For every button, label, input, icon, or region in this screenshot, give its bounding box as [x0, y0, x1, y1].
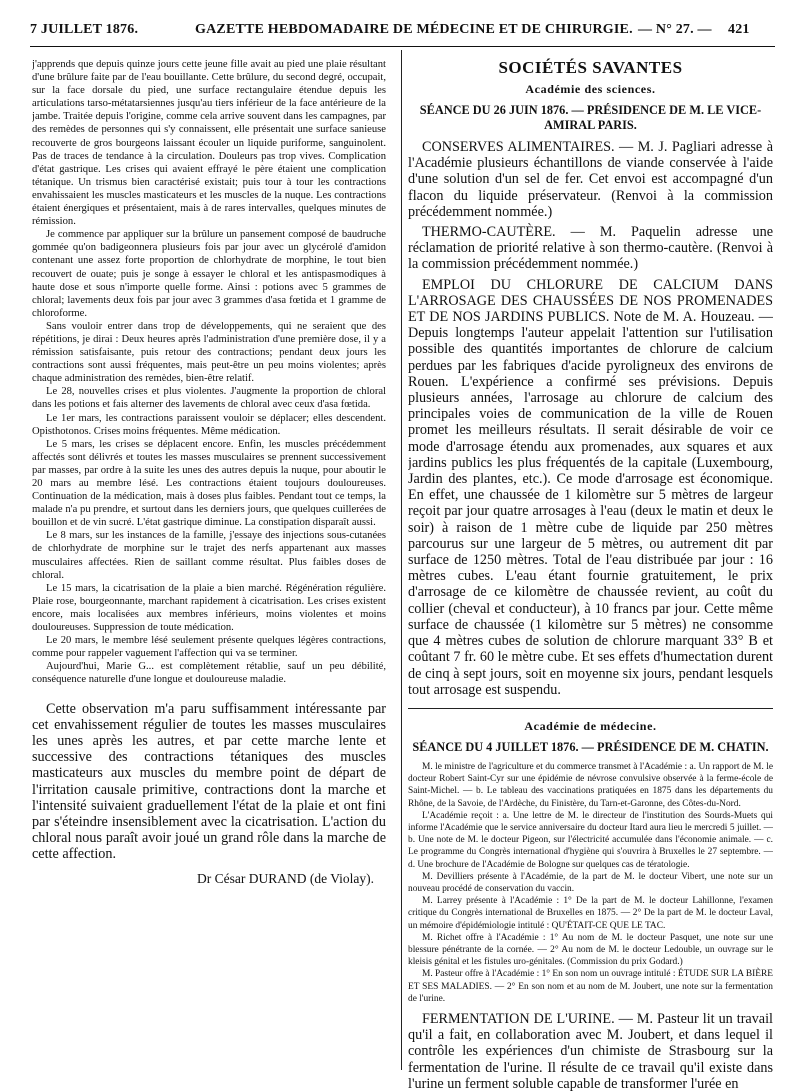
sciences-proceedings	[408, 139, 773, 698]
header-page-number: 421	[728, 22, 750, 37]
case-paragraph: Le 20 mars, le membre lésé seulement présente quelques légères contractions, comme pour rappeler vaguement l'affection qui va se terminer.	[32, 635, 386, 660]
section-separator	[408, 708, 773, 709]
right-column	[408, 58, 773, 1092]
case-paragraph: j'apprends que depuis quinze jours cette jeune fille avait au pied une plaie résultant d'une brûlure faite par de l'eau bouillante. Cette brûlure, du second degré, occupait, sur la face dorsale du pied, une surface rectangulaire étendue depuis les articulations tarso-métatarsiennes jusqu'au tiers inférieur de la face antérieure de la jambe. Traitée depuis l'origine, comme cela arrive souvent dans les campagnes, par des remèdes de personnes qui s'y connaissent, elle présentait une surface sanieuse recouverte de gros bourgeons laissant écouler un liquide puriforme, sanguinolent. Pas de traces de tendance à la circulation. Douleurs pas trop vives. Complication d'état gastrique. Les crises qui avaient effrayé le père étaient une complication tétanique. Un trismus bien caractérisé existait; puis tour à tour les contractions envahissaient les muscles masticateurs et les muscles de la nuque. Les contractions étaient énergiques et présentaient, mais à de rares intervalles, quelques minutes de rémission.	[32, 59, 386, 228]
fermentation-block	[408, 1011, 773, 1092]
sciences-item: CONSERVES ALIMENTAIRES. — M. J. Pagliari adresse à l'Académie plusieurs échantillons de viande conservée à l'aide d'une solution d'un sel de fer. Cet envoi est accompagné d'un flacon du liquide préservateur. (Renvoi à la commission précédemment nommée.)	[408, 139, 773, 220]
medecine-item: M. Pasteur offre à l'Académie : 1° En son nom un ouvrage intitulé : ÉTUDE SUR LA BIÈRE ET SES MALADIES. — 2° En son nom et au nom de M. Joubert, une note sur la fermentation de l'urine.	[408, 969, 773, 1004]
medecine-proceedings	[408, 761, 773, 1005]
case-report	[32, 58, 386, 687]
medecine-item: L'Académie reçoit : a. Une lettre de M. le directeur de l'institution des Sourds-Muets qui informe l'Académie que le service anniversaire du docteur Itard aura lieu le mercredi 5 juillet. — b. Une note de M. le docteur Pigeon, sur l'électricité accumulée dans l'économie animale. — c. Le programme du Congrès international d'hygiène qui s'ouvrira à Bruxelles le 27 septembre. — d. Une brochure de l'Académie de Bologne sur quelques cas de tératologie.	[408, 810, 773, 870]
header-rule	[30, 46, 775, 47]
medecine-item: M. le ministre de l'agriculture et du commerce transmet à l'Académie : a. Un rapport de M. le docteur Robert Saint-Cyr sur une épidémie de névrose convulsive observée à la ferme-école de Saint-Michel. — b. Le tableau des vaccinations pratiquées en 1875 dans les départements du Rhône, de la Savoie, de l'Ardèche, du Finistère, du Tarn-et-Garonne, des Côtes-du-Nord.	[408, 761, 773, 809]
seance-medecine-heading: SÉANCE DU 4 JUILLET 1876. — PRÉSIDENCE DE M. CHATIN.	[412, 739, 769, 754]
case-conclusion-block	[32, 701, 386, 863]
left-column	[32, 58, 386, 887]
sciences-item: EMPLOI DU CHLORURE DE CALCIUM DANS L'ARROSAGE DES CHAUSSÉES DE NOS PROMENADES ET DE NOS JARDINS PUBLICS. Note de M. A. Houzeau. — Depuis longtemps l'auteur appelait l'attention sur l'utilisation possible des quantités importantes de chlorure de calcium perdues par les fabriques d'acide pyroligneux des environs de Rouen. L'expérience a confirmé ses prévisions. Depuis plusieurs années, l'arrosage au chlorure de calcium des principales voies de communication de la ville de Rouen promet les meilleurs résultats. Il serait désirable de voir ce mode d'arrosage étendu aux promenades, aux squares et aux jardins publics les plus fréquentés de la capitale (Luxembourg, Jardin des plantes, etc.). Ce mode d'arrosage est économique. En effet, une chaussée de 1 kilomètre sur 5 mètres de largeur reçoit par jour quatre arrosages à l'eau (deux le matin et deux le soir) à raison de 1 mètre cube de liquide par 250 mètres parcourus sur une largeur de 5 mètres, ou autrement dit par surface de 1250 mètres. Total de l'eau distribuée par jour : 16 mètres cubes. L'eau étant fournie gratuitement, le prix d'arrosage de ce kilomètre de chaussée revient, au coût du collier (cheval et conducteur), à 10 francs par jour. Cette même surface de chaussée (1 kilomètre sur 5 mètres) ne consomme que 4 mètres cubes de solution de chlorure marquant 33° B et coûtant 7 fr. 60 le mètre cube. Et ses effets d'humectation durent de cinq à sept jours, soit en moyenne six jours, pendant lesquels tout arrosage est suspendu.	[408, 276, 773, 698]
column-divider	[401, 50, 402, 1070]
case-paragraph: Aujourd'hui, Marie G... est complètement rétablie, sauf un peu débilité, conséquence naturelle d'une longue et douloureuse maladie.	[32, 661, 386, 686]
author-signature: Dr César DURAND (de Violay).	[196, 870, 374, 886]
case-paragraph: Le 8 mars, sur les instances de la famille, j'essaye des injections sous-cutanées de chlorhydrate de morphine sur le trajet des nerfs appartenant aux masses musculaires affectées. Rien de saillant comme résultat. Plus faibles doses de chloral.	[32, 530, 386, 581]
sciences-item: THERMO-CAUTÈRE. — M. Paquelin adresse une réclamation de priorité relative à son thermo-cautère. (Renvoi à la commission précédemment nommée.)	[408, 224, 773, 273]
fermentation-paragraph: FERMENTATION DE L'URINE. — M. Pasteur lit un travail qu'il a fait, en collaboration avec M. Joubert, et dans lequel il contrôle les expériences d'un chimiste de Strasbourg sur la fermentation de l'urine. Il résulte de ce travail qu'il existe dans l'urine un ferment soluble capable de transformer l'urée en	[408, 1010, 773, 1092]
section-title: SOCIÉTÉS SAVANTES	[498, 58, 683, 77]
medecine-item: M. Richet offre à l'Académie : 1° Au nom de M. le docteur Pasquet, une note sur une blessure pénétrante de la cornée. — 2° Au nom de M. le docteur Ledouble, un ouvrage sur le kleisis génital et les fistules uro-génitales. (Commission du prix Godard.)	[408, 932, 773, 968]
page-header	[30, 22, 775, 44]
case-conclusion: Cette observation m'a paru suffisamment intéressante par cet envahissement régulier de toutes les masses musculaires les unes après les autres, et par cette marche lente et successive des contractions tétaniques des muscles masticateurs aux muscles du membre point de départ de l'irritation causale primitive, contractions dont la marche et l'intensité suivaient graduellement l'état de la plaie et ont fini par s'éteindre insensiblement avec la cicatrisation. L'action du chloral nous paraît avoir joué un grand rôle dans la marche de cette affection.	[32, 700, 386, 863]
case-paragraph: Sans vouloir entrer dans trop de développements, qui ne seraient que des répétitions, je dirai : Deux heures après l'administration d'une première dose, il y a rémission satisfaisante, puis retour des contractions; pendant deux jours les contractions sont aussi fréquentes, mais peut-être un peu moins violentes; après chaque administration des remèdes, bien-être relatif.	[32, 320, 386, 385]
seance-sciences-heading: SÉANCE DU 26 JUIN 1876. — PRÉSIDENCE DE M. LE VICE-AMIRAL PARIS.	[419, 103, 762, 132]
academy-medecine-heading: Académie de médecine.	[524, 718, 657, 733]
academy-sciences-heading: Académie des sciences.	[525, 82, 656, 96]
case-paragraph: Je commence par appliquer sur la brûlure un pansement composé de baudruche gommée qu'on badigeonnera plusieurs fois par jour avec un glycérolé d'amidon contenant une assez forte proportion de chlorhydrate de morphine, le tout bien recouvert de ouate; puis je songe à essayer le chloral et les antispasmodiques à haute dose et sous n'importe quelle forme. Ainsi : potions avec 5 grammes de chloral; lavements deux fois par jour avec 3 grammes d'asa fœtida et 1 gramme de chloroforme.	[32, 229, 386, 319]
case-paragraph: Le 5 mars, les crises se déplacent encore. Enfin, les muscles précédemment affectés sont délivrés et toutes les masses musculaires se prennent successivement par masses, par ordre à la suite les unes des autres depuis la nuque, pour aboutir le 20 mars au membre lésé. Les contractions étaient toujours douloureuses. Continuation de la médication, mais à doses plus faibles. Pendant tout ce temps, la malade n'a pu prendre, et surtout dans les derniers jours, que quelques cuillerées de bouillon et de vin sucré. L'état gastrique diminue. La constipation disparaît aussi.	[32, 438, 386, 529]
case-paragraph: Le 1er mars, les contractions paraissent vouloir se déplacer; elles descendent. Opisthotonos. Crises moins fréquentes. Même médication.	[32, 412, 386, 437]
header-issue-number: — N° 27. —	[638, 22, 712, 37]
header-title: GAZETTE HEBDOMADAIRE DE MÉDECINE ET DE CHIRURGIE.	[195, 22, 633, 37]
medecine-item: M. Devilliers présente à l'Académie, de la part de M. le docteur Vibert, une note sur un nouveau procédé de conservation du vaccin.	[408, 871, 773, 894]
case-paragraph: Le 28, nouvelles crises et plus violentes. J'augmente la proportion de chloral dans les potions et fais alterner des lavements de chloral avec ceux d'asa fœtida.	[32, 386, 386, 411]
case-paragraph: Le 15 mars, la cicatrisation de la plaie a bien marché. Régénération régulière. Plaie rose, bourgeonnante, marchant rapidement à cicatrisation. Les crises existent encore, mais localisées aux membres inférieurs, moins violentes et moins douloureuses. Suppression de toute médication.	[32, 582, 386, 634]
header-date: 7 JUILLET 1876.	[30, 22, 139, 37]
medecine-item: M. Larrey présente à l'Académie : 1° De la part de M. le docteur Lahillonne, l'examen critique du Congrès international de Bruxelles en 1875. — 2° De la part de M. le docteur Laval, un mémoire d'épidémiologie intitulé : QU'ÉTAIT-CE QUE LE TAC.	[408, 896, 773, 931]
newspaper-page	[30, 22, 775, 1092]
